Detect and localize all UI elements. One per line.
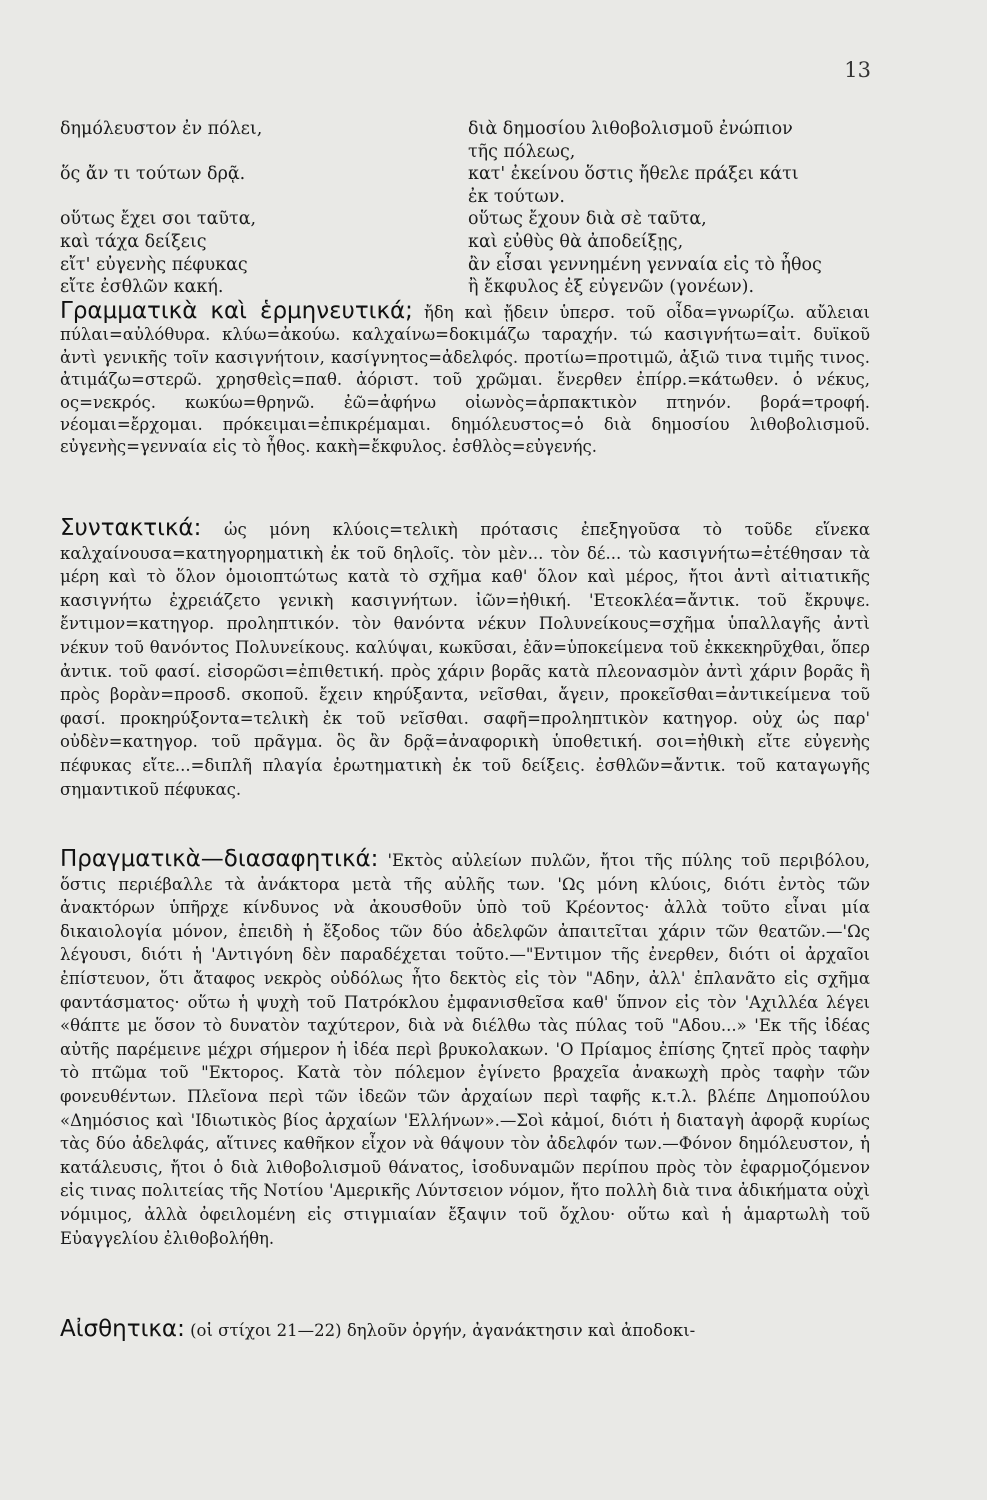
verse-row bbox=[60, 118, 900, 141]
translation: ἢ ἔκφυλος ἐξ εὐγενῶν (γονέων). bbox=[468, 277, 755, 298]
greek-verse: οὕτως ἔχει σοι ταῦτα, bbox=[60, 209, 257, 230]
pragmatic-heading: Πραγματικὰ—διασαφητικά: bbox=[60, 846, 379, 872]
verse-row bbox=[60, 276, 900, 299]
greek-verse: ὅς ἄν τι τούτων δρᾷ. bbox=[60, 164, 246, 185]
parallel-translation bbox=[60, 118, 900, 299]
grammar-heading: Γραμματικὰ καὶ ἑρμηνευτικά; bbox=[60, 298, 413, 324]
verse-row bbox=[60, 254, 900, 277]
greek-verse: εἴτ' εὐγενὴς πέφυκας bbox=[60, 254, 248, 275]
verse-row bbox=[60, 231, 900, 254]
translation: τῆς πόλεως, bbox=[468, 141, 576, 162]
translation: κατ' ἐκείνου ὅστις ἤθελε πράξει κάτι bbox=[468, 164, 799, 185]
grammar-text: ἤδη καὶ ᾔδειν ὑπερσ. τοῦ οἶδα=γνωρίζω. αὔλειαι πύλαι=αὐλόθυρα. κλύω=ἀκούω. καλχαίνω=δοκιμάζω ταραχήν. τώ κασιγνήτω=αἰτ. δυϊκοῦ ἀντὶ γενικῆς τοῖν κασιγνήτοιν, κασίγνητος=ἀδελφός. προτίω=προτιμῶ, ἀξιῶ τινα τιμῆς τινος. ἀτιμάζω=στερῶ. χρησθεὶς=παθ. ἀόριστ. τοῦ χρῶμαι. ἔνερθεν ἐπίρρ.=κάτωθεν. ὁ νέκυς, ος=νεκρός. κωκύω=θρηνῶ. ἐῶ=ἀφήνω οἰωνὸς=ἁρπακτικὸν πτηνόν. βορά=τροφή. νέομαι=ἔρχομαι. πρόκειμαι=ἐπικρέμαμαι. δημόλευστος=ὁ διὰ δημοσίου λιθοβολισμοῦ. εὐγενὴς=γενναία εἰς τὸ ἦθος. κακὴ=ἔκφυλος. ἐσθλὸς=εὐγενής. bbox=[60, 303, 870, 457]
greek-verse bbox=[60, 141, 468, 164]
pragmatic-section bbox=[60, 848, 870, 1250]
syntax-heading: Συντακτικά: bbox=[60, 515, 202, 541]
syntax-text: ὡς μόνη κλύοις=τελικὴ πρότασις ἐπεξηγοῦσα τὸ τοῦδε εἵνεκα καλχαίνουσα=κατηγορηματικὴ ἐκ τοῦ δηλοῖς. τὸν μὲν... τὸν δέ... τὼ κασιγνήτω=ἐτέθησαν τὰ μέρη καὶ τὸ ὅλον ὁμοιοπτώτως κατὰ τὸ σχῆμα καθ' ὅλον καὶ μέρος, ἤτοι ἀντὶ αἰτιατικῆς κασιγνήτω ἐχρειάζετο γενικὴ κασιγνήτων. ἰῶν=ἠθική. 'Ετεοκλέα=ἄντικ. τοῦ ἔκρυψε. ἔντιμον=κατηγορ. προληπτικόν. τὸν θανόντα νέκυν Πολυνείκους=σχῆμα ὑπαλλαγῆς ἀντὶ νέκυν τοῦ θανόντος Πολυνείκους. καλύψαι, κωκῦσαι, ἐᾶν=ὑποκείμενα τοῦ ἐκκεκηρῦχθαι, ὅπερ ἀντικ. τοῦ φασί. εἰσορῶσι=ἐπιθετική. πρὸς χάριν βορᾶς κατὰ πλεονασμὸν ἀντὶ χάριν βορᾶς ἢ πρὸς βορὰν=προσδ. σκοποῦ. ἔχειν κηρύξαντα, νεῖσθαι, ἄγειν, προκεῖσθαι=ἀντικείμενα τοῦ φασί. προκηρύξοντα=τελικὴ ἐκ τοῦ νεῖσθαι. σαφῆ=προληπτικὸν κατηγορ. οὐχ ὡς παρ' οὐδὲν=κατηγορ. τοῦ πρᾶγμα. ὃς ἂν δρᾷ=ἀναφορικὴ ὑποθετική. σοι=ἠθικὴ εἴτε εὐγενὴς πέφυκας εἴτε...=διπλῆ πλαγία ἐρωτηματικὴ ἐκ τοῦ δείξεις. ἐσθλῶν=ἄντικ. τοῦ καταγωγῆς σημαντικοῦ πέφυκας. bbox=[60, 520, 870, 799]
aesthetic-heading: Αἰσθητικα: bbox=[60, 1316, 185, 1342]
translation: διὰ δημοσίου λιθοβολισμοῦ ἐνώπιον bbox=[468, 119, 793, 139]
greek-verse bbox=[60, 186, 468, 209]
translation: καὶ εὐθὺς θὰ ἀποδείξῃς, bbox=[468, 231, 684, 252]
translation: οὕτως ἔχουν διὰ σὲ ταῦτα, bbox=[468, 209, 707, 230]
verse-row bbox=[60, 208, 900, 231]
verse-row bbox=[60, 141, 900, 164]
translation: ἂν εἶσαι γεννημένη γενναία εἰς τὸ ἦθος bbox=[468, 254, 822, 275]
greek-verse: καὶ τάχα δείξεις bbox=[60, 231, 207, 252]
verse-row bbox=[60, 186, 900, 209]
pragmatic-text: 'Εκτὸς αὐλείων πυλῶν, ἤτοι τῆς πύλης τοῦ περιβόλου, ὅστις περιέβαλλε τὰ ἀνάκτορα μετὰ τῆς αὐλῆς των. 'Ως μόνη κλύοις, διότι ἐντὸς τῶν ἀνακτόρων ὑπῆρχε κίνδυνος νὰ ἀκουσθοῦν ὑπὸ τοῦ Κρέοντος· ἀλλὰ τοῦτο εἶναι μία δικαιολογία μόνον, ἐπειδὴ ἡ ἔξοδος τῶν δύο ἀδελφῶν ἀπαιτεῖται χάριν τῶν θεατῶν.—'Ως λέγουσι, διότι ἡ 'Αντιγόνη δὲν παραδέχεται τοῦτο.—"Εντιμον τῆς ἐνερθεν, διότι οἱ ἀρχαῖοι ἐπίστευον, ὅτι ἄταφος νεκρὸς οὐδόλως ἦτο δεκτὸς εἰς τὸν "Αδην, ἀλλ' ἐπλανᾶτο εἰς σχῆμα φαντάσματος· οὕτω ἡ ψυχὴ τοῦ Πατρόκλου ἐμφανισθεῖσα καθ' ὕπνον εἰς τὸν 'Αχιλλέα λέγει «θάπτε με ὅσον τὸ δυνατὸν ταχύτερον, διὰ νὰ διέλθω τὰς πύλας τοῦ "Αδου...» 'Εκ τῆς ἰδέας αὐτῆς παρέμεινε μέχρι σήμερον ἡ ἰδέα περὶ βρυκολακων. 'Ο Πρίαμος ἐπίσης ζητεῖ πρὸς ταφὴν τὸ πτῶμα τοῦ "Εκτορος. Κατὰ τὸν πόλεμον ἐγίνετο βραχεῖα ἀνακωχὴ πρὸς ταφὴν τῶν φονευθέντων. Πλεῖονα περὶ τῶν ἰδεῶν τῶν ἀρχαίων περὶ ταφῆς κ.τ.λ. βλέπε Δημοπούλου «Δημόσιος καὶ 'Ιδιωτικὸς βίος ἀρχαίων 'Ελλήνων».—Σοὶ κἀμοί, διότι ἡ διαταγὴ ἀφορᾷ κυρίως τὰς δύο ἀδελφάς, αἵτινες καθῆκον εἶχον νὰ θάψουν τὸν ἀδελφόν των.—Φόνον δημόλευστον, ἡ κατάλευσις, ἤτοι ὁ διὰ λιθοβολισμοῦ θάνατος, ἰσοδυναμῶν περίπου πρὸς τὸν ἐφαρμοζόμενον εἰς τινας πολιτείας τῆς Νοτίου 'Αμερικῆς Λύντσειον νόμον, ἤτο πολλὴ διὰ τινα ἀδικήματα οὐχὶ νόμιμος, ἀλλὰ ὀφειλομένη εἰς στιγμιαίαν ἔξαψιν τοῦ ὄχλου· οὕτω καὶ ἡ ἁμαρτωλὴ τοῦ Εὐαγγελίου ἐλιθοβολήθη. bbox=[60, 851, 871, 1248]
aesthetic-section bbox=[60, 1318, 870, 1342]
greek-verse: εἴτε ἐσθλῶν κακή. bbox=[60, 277, 224, 298]
verse-row bbox=[60, 163, 900, 186]
greek-verse: δημόλευστον ἐν πόλει, bbox=[60, 119, 263, 139]
aesthetic-text: (οἱ στίχοι 21—22) δηλοῦν ὀργήν, ἀγανάκτησιν καὶ ἀποδοκι- bbox=[190, 1321, 696, 1340]
syntax-section bbox=[60, 517, 870, 801]
grammar-section bbox=[60, 300, 870, 459]
page-number: 13 bbox=[844, 58, 871, 82]
translation: ἐκ τούτων. bbox=[468, 186, 565, 207]
